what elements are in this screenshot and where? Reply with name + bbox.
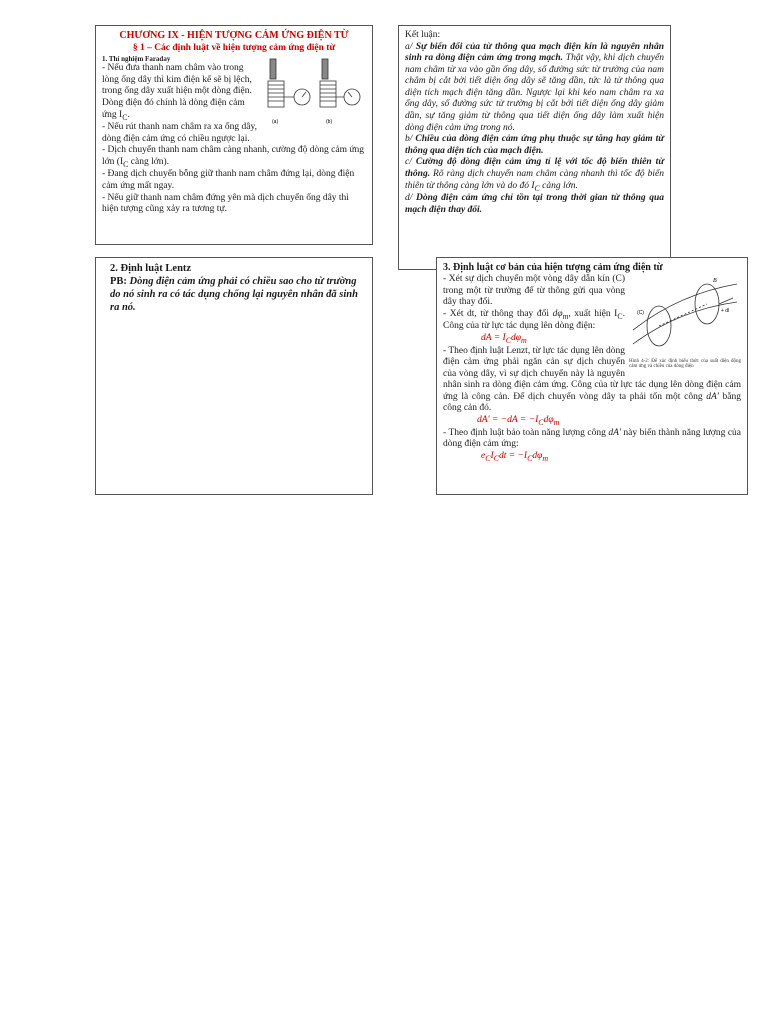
faraday-figure [262,55,366,142]
lentz-title: 2. Định luật Lentz [110,263,192,274]
label-c: (C) [637,310,644,317]
fig-label-b: (b) [326,118,333,125]
slide-basic-law [436,257,748,495]
basic-p4: - Theo định luật bảo toàn năng lượng công dA' này biến thành năng lượng của dòng điện cảm ứng: [443,427,741,450]
loop-figure-caption: Hình 4-2: Để xác định biểu thức của suất điện động cảm ứng và chiều của dòng điện [629,358,741,370]
conclusion-c: c/ Cường độ dòng điện cảm ứng tỉ lệ với tốc độ biến thiên từ thông. Rõ ràng dịch chuyển nam châm càng nhanh thì tốc độ biến thiên từ thông càng lớn và do đó $I_C$ càng lớn. [405,157,665,193]
paragraph-3: - Dịch chuyển thanh nam châm càng nhanh, cường độ dòng cảm ứng lớn ($I_C$ càng lớn). [102,145,364,169]
paragraph-5: - Nếu giữ thanh nam châm đứng yên mà dịch chuyển ống dây thì hiện tượng cũng xảy ra tương tự. [102,192,349,215]
conclusion-heading: Kết luận: [405,30,441,40]
faraday-experiment-diagram [262,55,366,137]
loop-figure [629,274,741,370]
paragraph-1: - Nếu đưa thanh nam châm vào trong lòng ống dây thì kim điện kế sẽ bị lệch, trong ống dây xuất hiện một dòng điện. Dòng điện đó chính là dòng điện cảm ứng $I_C$. [102,63,252,122]
basic-law-title: 3. Định luật cơ bản của hiện tượng cảm ứng điện từ [443,262,663,273]
label-b: B [713,278,717,285]
basic-p1: - Xét sự dịch chuyển một vòng dây dẫn kín (C) trong một từ trường để từ thông gửi qua vòng dây thay đổi. [443,274,625,308]
paragraph-4: - Đang dịch chuyển bỗng giữ thanh nam châm đứng lại, dòng điện cảm ứng mất ngay. [102,169,355,192]
lentz-statement: PB: Dòng điện cảm ứng phải có chiều sao cho từ trường do nó sinh ra có tác dụng chống lại nguyên nhân đã sinh ra nó. [110,276,358,314]
conclusion-b: b/ Chiều của dòng điện cảm ứng phụ thuộc sự tăng hay giảm từ thông qua diện tích của mạch điện. [405,134,664,156]
conclusion-a: a/ Sự biến đổi của từ thông qua mạch điện kín là nguyên nhân sinh ra dòng điện cảm ứng trong mạch. Thật vậy, khi dịch chuyển nam châm từ xa vào gần ống dây, số đường sức từ trường của nam châm bị cắt bởi tiết diện ống dây sẽ tăng dần, tức là từ thông qua diện tích mạch điện tăng dần. Ngược lại khi kéo nam châm ra xa ống dây, số đường sức từ trường bị cắt bởi tiết diện ống dây giảm dần, sự tăng giảm từ thông qua tiết diện ống dây làm xuất hiện dòng điện cảm ứng trong nó. [405,41,665,133]
basic-p3: - Theo định luật Lenzt, từ lực tác dụng lên dòng điện cảm ứng phải ngăn cản sự dịch chuyển của vòng dây, vì sự dịch chuyển này là nguyên nhân sinh ra dòng điện cảm ứng. Công của từ lực tác dụng lên dòng điện cảm ứng là công cản. Để dịch chuyển vòng dây ta phải tốn một công dA' bằng công cản đó. [443,345,741,414]
label-dl: + dl [721,308,730,315]
basic-p2: - Xét dt, từ thông thay đổi $d\varphi_m$, xuất hiện $I_C$. Công của từ lực tác dụng lên dòng điện: [443,308,625,332]
slide-lentz [95,257,373,495]
equation-dA: dA = $I_Cd\varphi_m$ [481,333,527,345]
equation-dA-prime: $dA' = -dA = -I_Cd\varphi_m$ [477,415,560,427]
slide-faraday [95,25,373,245]
loop-diagram [629,274,741,354]
conclusion-d: d/ Dòng điện cảm ứng chỉ tồn tại trong thời gian từ thông qua mạch điện thay đổi. [405,193,665,215]
section-subtitle: § 1 – Các định luật về hiện tượng cảm ứng điện từ [132,43,336,54]
chapter-title: CHƯƠNG IX - HIỆN TƯỢNG CẢM ỨNG ĐIỆN TỪ [119,30,349,41]
slide-conclusion [398,25,671,270]
fig-label-a: (a) [272,118,279,125]
paragraph-2: - Nếu rút thanh nam châm ra xa ống dây, dòng điện cảm ứng có chiều ngược lại. [102,122,258,144]
section-heading: 1. Thí nghiệm Faraday [102,54,171,63]
equation-energy: $e_CI_Cdt = -I_Cd\varphi_m$ [481,450,549,463]
